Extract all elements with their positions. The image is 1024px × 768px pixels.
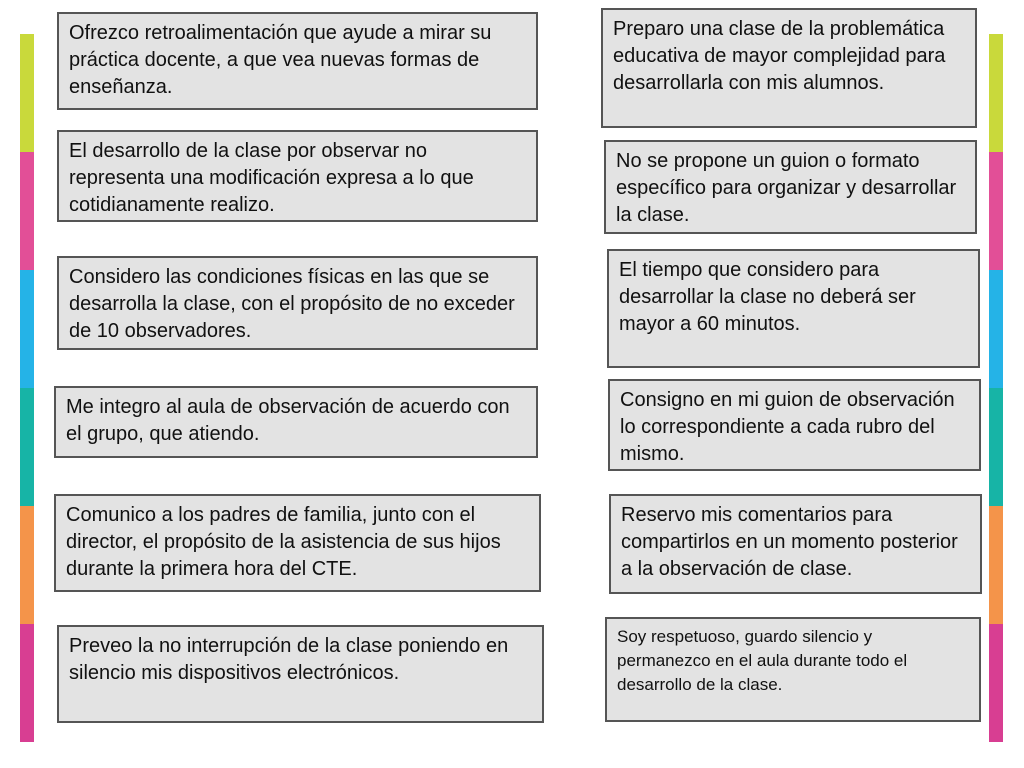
stripe-segment-magenta (20, 624, 34, 742)
stripe-segment-magenta (989, 624, 1003, 742)
right-card-4-text: Consigno en mi guion de observación lo correspondiente a cada rubro del mismo. (620, 389, 955, 465)
right-card-6-text: Soy respetuoso, guardo silencio y permanezco en el aula durante todo el desarrollo de la clase. (617, 627, 908, 694)
right-color-stripe (989, 34, 1003, 742)
left-card-5[interactable] (54, 494, 541, 592)
stripe-segment-lime (989, 34, 1003, 152)
left-card-6[interactable] (57, 625, 544, 723)
left-color-stripe (20, 34, 34, 742)
right-card-3-text: El tiempo que considero para desarrollar la clase no deberá ser mayor a 60 minutos. (619, 259, 916, 335)
left-card-3[interactable] (57, 256, 538, 350)
left-card-3-text: Considero las condiciones físicas en las que se desarrolla la clase, con el propósito de no exceder de 10 observadores. (69, 266, 515, 342)
stripe-segment-lime (20, 34, 34, 152)
left-card-6-text: Preveo la no interrupción de la clase poniendo en silencio mis dispositivos electrónicos. (69, 635, 509, 684)
right-card-6[interactable] (605, 617, 981, 722)
stripe-segment-pink (989, 152, 1003, 270)
stripe-segment-teal (20, 388, 34, 506)
stripe-segment-teal (989, 388, 1003, 506)
right-card-1[interactable] (601, 8, 977, 128)
left-card-5-text: Comunico a los padres de familia, junto con el director, el propósito de la asistencia de sus hijos durante la primera hora del CTE. (66, 504, 501, 580)
left-card-1-text: Ofrezco retroalimentación que ayude a mirar su práctica docente, a que vea nuevas formas de enseñanza. (69, 22, 492, 98)
stripe-segment-blue (20, 270, 34, 388)
stripe-segment-orange (989, 506, 1003, 624)
right-card-3[interactable] (607, 249, 980, 368)
left-card-2[interactable] (57, 130, 538, 222)
right-card-2[interactable] (604, 140, 977, 234)
left-card-4-text: Me integro al aula de observación de acuerdo con el grupo, que atiendo. (66, 396, 510, 445)
left-card-4[interactable] (54, 386, 538, 458)
stripe-segment-orange (20, 506, 34, 624)
stripe-segment-blue (989, 270, 1003, 388)
right-card-5-text: Reservo mis comentarios para compartirlos en un momento posterior a la observación de clase. (621, 504, 958, 580)
left-card-2-text: El desarrollo de la clase por observar no representa una modificación expresa a lo que cotidianamente realizo. (69, 140, 474, 216)
stripe-segment-pink (20, 152, 34, 270)
right-card-2-text: No se propone un guion o formato específico para organizar y desarrollar la clase. (616, 150, 957, 226)
right-card-5[interactable] (609, 494, 982, 594)
left-card-1[interactable] (57, 12, 538, 110)
right-card-4[interactable] (608, 379, 981, 471)
right-card-1-text: Preparo una clase de la problemática educativa de mayor complejidad para desarrollarla con mis alumnos. (613, 18, 946, 94)
